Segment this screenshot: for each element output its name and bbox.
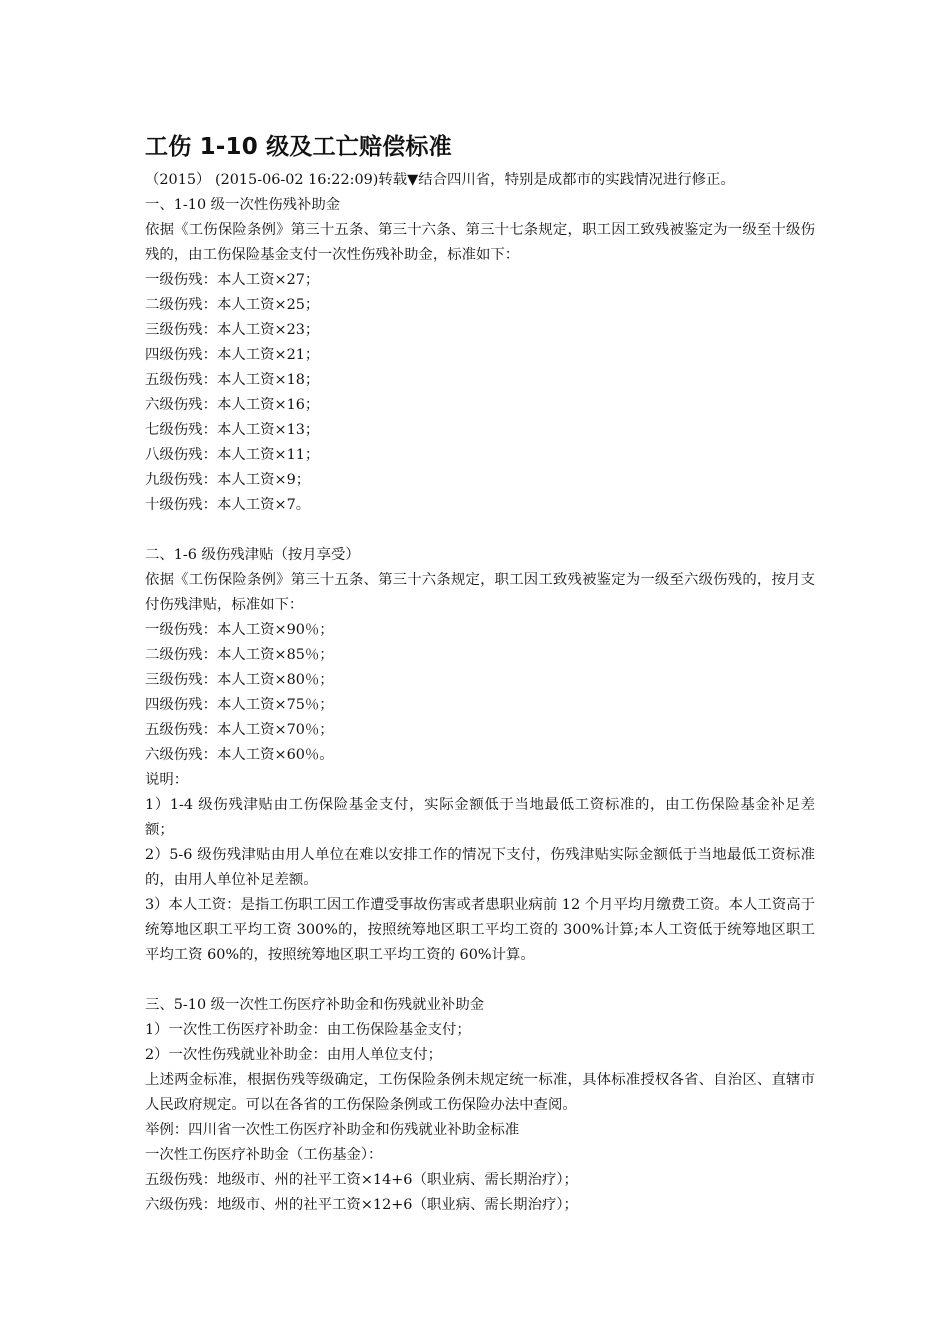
section2-intro: 依据《工伤保险条例》第三十五条、第三十六条规定，职工因工致残被鉴定为一级至六级伤残的，按月支付伤残津贴，标准如下： <box>145 572 815 613</box>
note-item: 1）1-4 级伤残津贴由工伤保险基金支付，实际金额低于当地最低工资标准的，由工伤保险基金补足差额； <box>145 797 815 838</box>
sub-heading: 一次性工伤医疗补助金（工伤基金）： <box>145 1147 383 1163</box>
list-item: 四级伤残：本人工资×75％； <box>145 697 334 713</box>
list-item: 一级伤残：本人工资×90％； <box>145 622 334 638</box>
note-item: 2）5-6 级伤残津贴由用人单位在难以安排工作的情况下支付，伤残津贴实际金额低于当地最低工资标准的，由用人单位补足差额。 <box>145 847 815 888</box>
section3-heading: 三、5-10 级一次性工伤医疗补助金和伤残就业补助金 <box>145 997 485 1013</box>
list-item: 七级伤残：本人工资×13； <box>145 422 320 438</box>
blank-line <box>145 968 815 993</box>
list-item: 九级伤残：本人工资×9； <box>145 472 311 488</box>
list-item: 二级伤残：本人工资×85％； <box>145 647 334 663</box>
list-item: 八级伤残：本人工资×11； <box>145 447 320 463</box>
list-item: 六级伤残：地级市、州的社平工资×12+6（职业病、需长期治疗）； <box>145 1197 578 1213</box>
list-item: 六级伤残：本人工资×16； <box>145 397 320 413</box>
section2-heading: 二、1-6 级伤残津贴（按月享受） <box>145 547 360 563</box>
list-item: 六级伤残：本人工资×60％。 <box>145 747 334 763</box>
document-page <box>145 126 815 1218</box>
list-item: 2）一次性伤残就业补助金：由用人单位支付； <box>145 1047 442 1063</box>
meta-line: （2015） (2015-06-02 16:22:09)转载▼结合四川省，特别是成都市的实践情况进行修正。 <box>145 172 735 188</box>
blank-line <box>145 518 815 543</box>
list-item: 二级伤残：本人工资×25； <box>145 297 320 313</box>
document-title: 工伤 1-10 级及工亡赔偿标准 <box>145 134 452 160</box>
list-item: 一级伤残：本人工资×27； <box>145 272 320 288</box>
note-label: 说明： <box>145 772 189 788</box>
list-item: 五级伤残：地级市、州的社平工资×14+6（职业病、需长期治疗）； <box>145 1172 578 1188</box>
list-item: 五级伤残：本人工资×70％； <box>145 722 334 738</box>
list-item: 三级伤残：本人工资×80％； <box>145 672 334 688</box>
list-item: 三级伤残：本人工资×23； <box>145 322 320 338</box>
section1-heading: 一、1-10 级一次性伤残补助金 <box>145 197 341 213</box>
note-item: 3）本人工资：是指工伤职工因工作遭受事故伤害或者患职业病前 12 个月平均月缴费工资。本人工资高于统筹地区职工平均工资 300%的，按照统筹地区职工平均工资的 300%计算;本人工资低于统筹地区职工平均工资 60%的，按照统筹地区职工平均工资的 60%计算。 <box>145 897 815 963</box>
section3-paragraph: 上述两金标准，根据伤残等级确定，工伤保险条例未规定统一标准，具体标准授权各省、自治区、直辖市人民政府规定。可以在各省的工伤保险条例或工伤保险办法中查阅。 <box>145 1072 815 1113</box>
list-item: 十级伤残：本人工资×7。 <box>145 497 311 513</box>
list-item: 1）一次性工伤医疗补助金：由工伤保险基金支付； <box>145 1022 471 1038</box>
example-line: 举例：四川省一次性工伤医疗补助金和伤残就业补助金标准 <box>145 1122 520 1138</box>
list-item: 五级伤残：本人工资×18； <box>145 372 320 388</box>
section1-intro: 依据《工伤保险条例》第三十五条、第三十六条、第三十七条规定，职工因工致残被鉴定为一级至十级伤残的，由工伤保险基金支付一次性伤残补助金，标准如下： <box>145 222 815 263</box>
list-item: 四级伤残：本人工资×21； <box>145 347 320 363</box>
